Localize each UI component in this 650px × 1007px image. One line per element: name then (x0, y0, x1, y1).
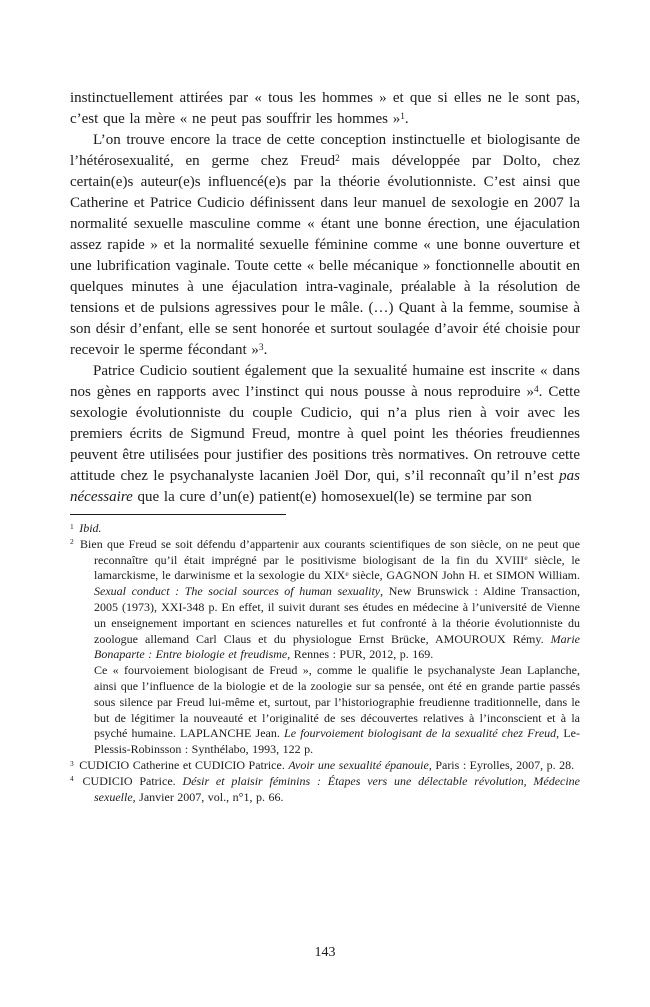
text-run: . (404, 111, 409, 127)
text-run: CUDICIO Catherine et CUDICIO Patrice. (79, 757, 289, 772)
text-run: , Janvier 2007, vol., n°1, p. 66. (132, 789, 284, 804)
footnote (70, 774, 580, 806)
footnote-marker: 4 (70, 774, 74, 784)
text-run: que la cure d’un(e) patient(e) homosexuel(le) se termine par son (132, 489, 532, 505)
text-run: siècle, GAGNON John H. et SIMON William. (348, 568, 581, 583)
italic-text: Ibid. (79, 521, 102, 535)
italic-text: Le fourvoiement biologisant de la sexualité chez Freud (284, 726, 557, 741)
superscript-ref: 1 (400, 111, 405, 122)
text-run: CUDICIO Patrice. (82, 773, 183, 788)
superscript-ref: e (524, 553, 528, 563)
text-run: , New Brunswick : Aldine Transaction, 2005 (1973), XXI-348 p. En effet, il suivit durant ses études en médecine à l’université de Vienne un enseignement important en sciences naturelles et fut confronté à la théorie évolutionniste du zoologue allemand Carl Claus et du physiologue Ernst Brücke, AMOUROUX Rémy. (94, 584, 580, 646)
italic-text: pas nécessaire (70, 468, 580, 505)
text-run: mais développée par Dolto, chez certain(e)s auteur(e)s influencé(e)s par la théorie évolutionniste. C’est ainsi que Catherine et Patrice Cudicio définissent dans leur manuel de sexologie en 2007 la normalité sexuelle masculine comme « étant une bonne érection, une éjaculation assez rapide » et la normalité sexuelle féminine comme « une bonne ouverture et une lubrification vaginale. Toute cette « belle mécanique » fonctionnelle aboutit en quelques minutes à une éjaculation intra-vaginale, préalable à la résolution de tensions et de pulsions agressives pour le mâle. (…) Quant à la femme, soumise à son désir d’enfant, elle se sent honorée et surtout soulagée d’avoir été choisie pour recevoir le sperme fécondant » (70, 153, 581, 358)
footnotes (70, 521, 580, 805)
text-run: siècle, le lamarckisme, le darwinisme et la sexologie du XIX (94, 552, 581, 583)
body-text (70, 88, 580, 508)
text-run: , Rennes : PUR, 2012, p. 169. (287, 647, 434, 662)
text-run: Ce « fourvoiement biologisant de Freud », comme le qualifie le psychanalyste Jean Laplanche, ainsi que l’influence de la biologie et de la zoologie sur sa pensée, ont été en grande partie passés sous silence par Freud lui-même et, surtout, par l’historiographie freudienne traditionnelle, dans le but de légitimer la nouveauté et l’originalité de ses découvertes relatives à l’inconscient et à la psyché humaine. LAPLANCHE Jean. (94, 663, 580, 741)
footnote-marker: 2 (70, 537, 74, 547)
text-run: , Le-Plessis-Robinsson : Synthélabo, 1993, 122 p. (94, 726, 580, 757)
footnote (70, 521, 580, 537)
superscript-ref: 4 (533, 384, 539, 395)
italic-text: Désir et plaisir féminins : Étapes vers une délectable révolution, Médecine sexuelle (94, 773, 581, 804)
paragraph (70, 361, 580, 508)
footnote (70, 537, 580, 663)
footnote-continuation (70, 663, 580, 758)
text-run: Bien que Freud se soit défendu d’appartenir aux courants scientifiques de son siècle, on ne peut que reconnaître qu’il était imprégné par le positivisme biologisant de la fin du XVIII (80, 536, 581, 567)
text-run: . (263, 342, 268, 358)
italic-text: Marie Bonaparte : Entre biologie et freudisme (94, 631, 580, 662)
text-run: instinctuellement attirées par « tous les hommes » et que si elles ne le sont pas, c’est que la mère « ne peut pas souffrir les hommes » (70, 90, 580, 127)
text-run: , Paris : Eyrolles, 2007, p. 28. (428, 757, 575, 772)
page-number: 143 (314, 945, 336, 960)
footnote-separator (70, 514, 286, 515)
footnote-marker: 1 (70, 521, 74, 531)
paragraph (70, 88, 580, 130)
superscript-ref: e (345, 569, 349, 579)
italic-text: Avoir une sexualité épanouie (288, 757, 429, 772)
text-run: . Cette sexologie évolutionniste du couple Cudicio, qui n’a plus rien à voir avec les premiers écrits de Sigmund Freud, montre à quel point les théories freudiennes peuvent être utilisées pour justifier des positions très normatives. On retrouve cette attitude chez le psychanalyste lacanien Joël Dor, qui, s’il reconnaît qu’il n’est (70, 384, 581, 484)
superscript-ref: 3 (258, 342, 264, 353)
footnote (70, 758, 580, 774)
paragraph (70, 130, 580, 361)
text-run: Patrice Cudicio soutient également que la sexualité humaine est inscrite « dans nos gènes en rapports avec l’instinct qui nous pousse à nous reproduire » (70, 363, 580, 400)
text-run: L’on trouve encore la trace de cette conception instinctuelle et biologisante de l’hétérosexualité, en germe chez Freud (70, 132, 580, 169)
footnote-marker: 3 (70, 758, 74, 768)
italic-text: Sexual conduct : The social sources of human sexuality (94, 584, 381, 599)
superscript-ref: 2 (335, 153, 340, 164)
